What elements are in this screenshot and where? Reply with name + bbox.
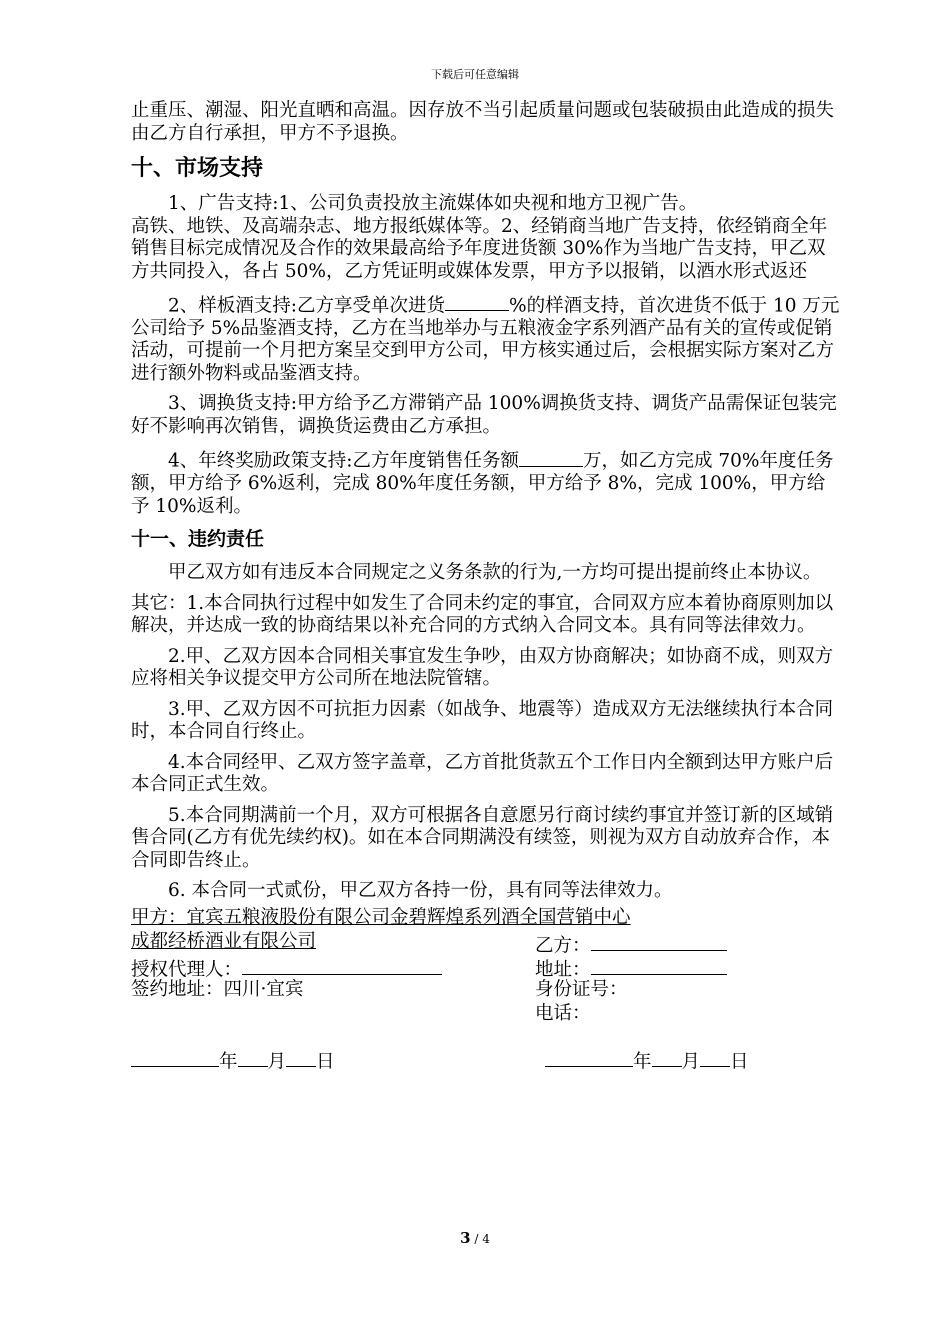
day-label-b: 日: [730, 1051, 749, 1073]
year-blank-b: [545, 1047, 633, 1067]
other-clause-3: 3.甲、乙双方因不可抗拒力因素（如战争、地震等）造成双方无法继续执行本合同时，本合同自行终止。: [131, 698, 834, 743]
date-row: [131, 1047, 843, 1077]
year-end-text-b: 万，如乙方完成 70%年度任务额，甲方给予 6%返利，完成 80%年度任务额，甲方给予 8%，完成 100%，甲方给予 10%返利。: [131, 450, 834, 517]
current-page: 3: [460, 1229, 471, 1247]
other-clause-6: 6. 本合同一式贰份，甲乙双方各持一份，具有同等法律效力。: [168, 880, 673, 902]
party-b-date: [545, 1047, 749, 1074]
sample-wine-text-b: %的样酒支持，首次进货不低于 10 万元公司给予 5%品鉴酒支持，乙方在当地举办与五粮液金字系列酒产品有关的宣传或促销活动，可提前一个月把方案呈交到甲方公司，甲方核实通过后，会根据实际方案对乙方进行额外物料或品鉴酒支持。: [131, 295, 840, 384]
other-clause-1: 其它：1.本合同执行过程中如发生了合同未约定的事宜，合同双方应本着协商原则加以解决，并达成一致的协商结果以补充合同的方式纳入合同文本。具有同等法律效力。: [131, 592, 834, 637]
month-blank-a: [238, 1047, 268, 1067]
ad-support-line1: 1、广告支持:1、公司负责投放主流媒体如央视和地方卫视广告。: [168, 193, 698, 214]
sample-wine-text-a: 2、样板酒支持:乙方享受单次进货: [168, 295, 446, 317]
year-end-text-a: 4、年终奖励政策支持:乙方年度销售任务额: [168, 450, 520, 472]
month-blank-b: [652, 1047, 682, 1067]
sign-place: 签约地址：四川·宜宾: [131, 978, 304, 1000]
agent-blank: [242, 955, 442, 975]
exchange-support-paragraph: 3、调换货支持:甲方给予乙方滞销产品 100%调换货支持、调货产品需保证包装完好不影响再次销售，调换货运费由乙方承担。: [131, 393, 837, 437]
other-clause-5: 5.本合同期满前一个月，双方可根据各自意愿另行商讨续约事宜并签订新的区域销售合同(乙方有优先续约权)。如在本合同期满没有续签，则视为双方自动放弃合作，本合同即告终止。: [131, 804, 834, 871]
address-field: [535, 955, 727, 982]
page-header: 下载后可任意编辑: [431, 68, 519, 81]
signature-block: [131, 907, 843, 1027]
party-a-line2: 成都经桥酒业有限公司: [131, 930, 317, 952]
id-number-label: 身份证号：: [535, 978, 628, 1000]
day-blank-a: [286, 1047, 316, 1067]
sample-wine-paragraph: [131, 291, 843, 385]
party-a-date: [131, 1047, 335, 1074]
month-label-b: 月: [681, 1051, 701, 1073]
year-blank-a: [131, 1047, 219, 1067]
day-blank-b: [700, 1047, 730, 1067]
total-pages: / 4: [470, 1232, 490, 1246]
ad-support-continued: 高铁、地铁、及高端杂志、地方报纸媒体等。2、经销商当地广告支持，依经销商全年销售目标完成情况及合作的效果最高给予年度进货额 30%作为当地广告支持，甲乙双方共同投入，各占 50%，乙方凭证明或媒体发票，甲方予以报销，以酒水形式返还: [131, 215, 828, 282]
year-end-reward-paragraph: [131, 446, 843, 518]
ad-support-paragraph: [131, 193, 843, 216]
month-label-a: 月: [267, 1051, 287, 1073]
other-clause-4: 4.本合同经甲、乙双方签字盖章，乙方首批货款五个工作日内全额到达甲方账户后本合同正式生效。: [131, 751, 834, 796]
party-b-field: [535, 931, 727, 958]
other-clause-2: 2.甲、乙双方因本合同相关事宜发生争吵，由双方协商解决；如协商不成，则双方应将相关争议提交甲方公司所在地法院管辖。: [131, 645, 834, 690]
year-label-b: 年: [633, 1051, 652, 1073]
intro-paragraph: 止重压、潮湿、阳光直晒和高温。因存放不当引起质量问题或包装破损由此造成的损失由乙方自行承担，甲方不予退换。: [131, 100, 835, 144]
phone-label: 电话：: [535, 1002, 591, 1024]
sample-ratio-blank: [445, 291, 509, 311]
party-a-line1: 甲方：宜宾五粮液股份有限公司金碧辉煌系列酒全国营销中心: [131, 906, 631, 928]
party-b-label: 乙方：: [535, 935, 591, 957]
address-label: 地址：: [535, 959, 591, 981]
page-number: [0, 1229, 950, 1247]
day-label-a: 日: [316, 1051, 335, 1073]
address-blank: [591, 955, 727, 975]
breach-paragraph: 甲乙双方如有违反本合同规定之义务条款的行为,一方均可提出提前终止本协议。: [168, 562, 822, 584]
year-label-a: 年: [219, 1051, 238, 1073]
party-b-blank: [591, 931, 727, 951]
document-body: [131, 100, 843, 1077]
agent-field: [131, 955, 442, 982]
section-10-title: 十、市场支持: [131, 156, 264, 181]
sales-target-blank: [519, 446, 583, 466]
section-11-title: 十一、违约责任: [131, 528, 265, 551]
agent-label: 授权代理人：: [131, 959, 243, 981]
